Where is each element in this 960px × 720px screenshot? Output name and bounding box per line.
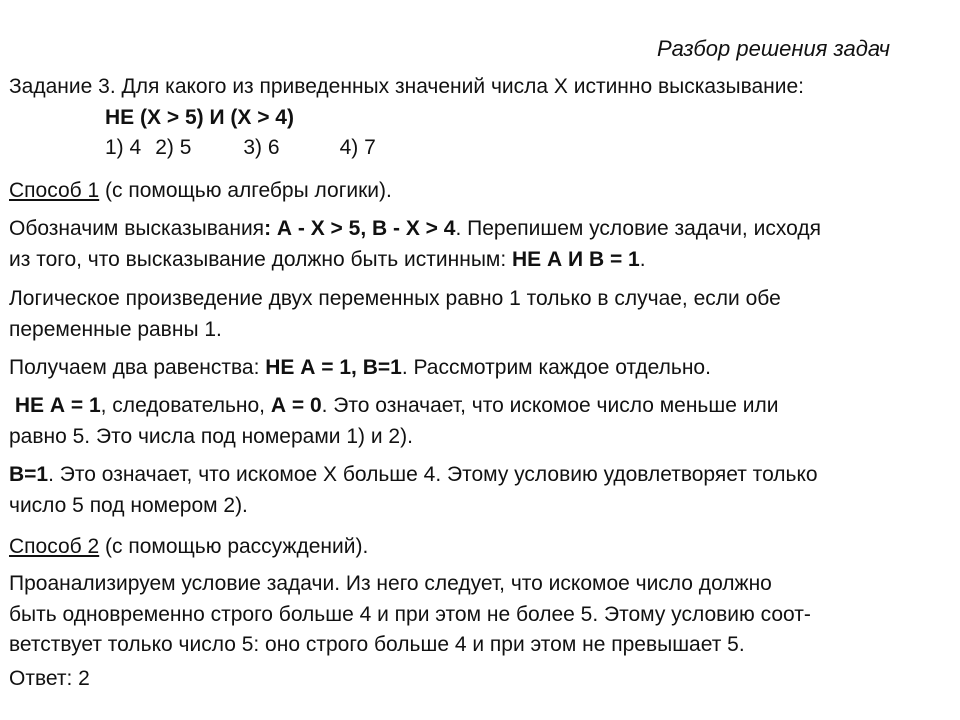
method2-heading-note: (с помощью рассуждений).	[99, 535, 369, 558]
method1-paragraph-4: НЕ А = 1, следовательно, А = 0. Это означает, что искомое число меньше или равно 5. Это числа под номерами 1) и 2).	[9, 394, 779, 448]
method1-paragraph-3: Получаем два равенства: НЕ А = 1, В=1. Рассмотрим каждое отдельно.	[9, 356, 711, 379]
method1-paragraph-1: Обозначим высказывания: А - X > 5, В - X > 4. Перепишем условие задачи, исходя из того, что высказывание должно быть истинным: НЕ А И В = 1.	[9, 217, 821, 271]
method2-heading-label: Способ 2	[9, 535, 100, 558]
task-expression: НЕ (X > 5) И (X > 4)	[105, 105, 294, 129]
method1-paragraph-2: Логическое произведение двух переменных равно 1 только в случае, если обе переменные равны 1.	[9, 287, 781, 341]
option-4: 4) 7	[339, 136, 376, 159]
task-question: Для какого из приведенных значений числа X истинно высказывание:	[115, 75, 805, 98]
option-2: 2) 5	[155, 136, 192, 159]
method2-heading	[9, 532, 944, 563]
option-3: 3) 6	[243, 136, 280, 159]
method1-heading-label: Способ 1	[9, 179, 100, 202]
slide-title: Разбор решения задач	[657, 36, 891, 61]
method1-paragraph-5: В=1. Это означает, что искомое X больше 4. Этому условию удовлетворяет только число 5 под номером 2).	[9, 463, 818, 517]
task-question-line	[9, 72, 944, 103]
answer: Ответ: 2	[9, 667, 90, 690]
task-label: Задание 3.	[9, 75, 116, 98]
method1-heading-note: (с помощью алгебры логики).	[99, 179, 392, 202]
option-1: 1) 4	[105, 136, 142, 159]
task-options	[9, 133, 944, 164]
task-statement	[9, 72, 944, 164]
method1-heading	[9, 176, 944, 207]
method2-paragraph: Проанализируем условие задачи. Из него следует, что искомое число должно быть одновременно строго больше 4 и при этом не более 5. Этому условию соот- ветствует только число 5: оно строго больше 4 и при этом не превышает 5.	[9, 572, 811, 656]
